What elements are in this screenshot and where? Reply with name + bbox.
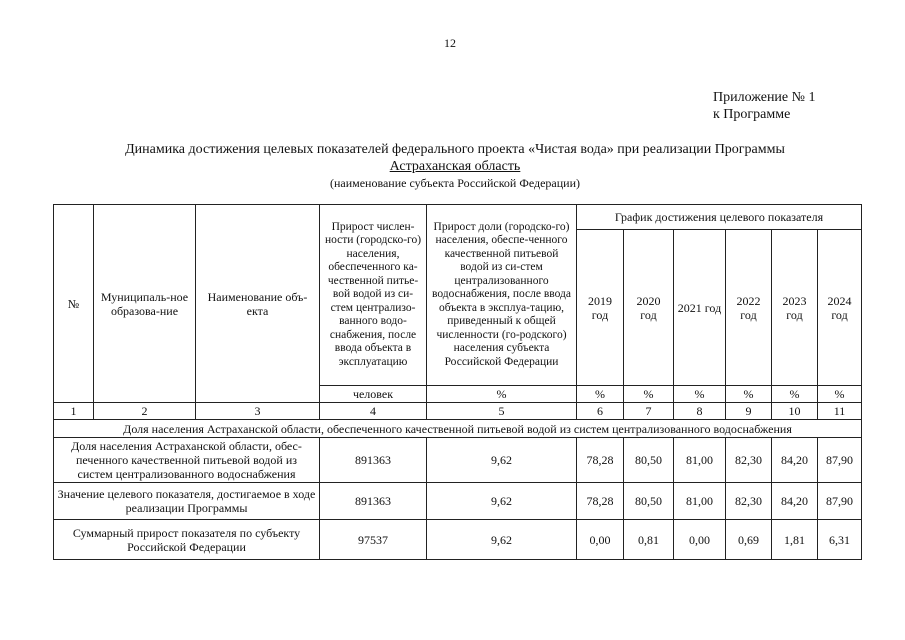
row-value-2019: 78,28 [577,438,624,483]
row-value-2022: 0,69 [726,520,772,560]
row-value-2021: 81,00 [674,438,726,483]
header-share-growth: Прирост доли (городско-го) населения, обеспе-ченного качественной питьевой водой из си-стем централизованного водоснабжения, после ввода объекта в эксплуа-тацию, приведенный к общей численности (го-родского) населения субъекта Российской Федерации [427,205,577,386]
row-share: 9,62 [427,483,577,520]
header-schedule: График достижения целевого показателя [577,205,862,230]
row-value-2024: 87,90 [818,438,862,483]
row-value-2023: 84,20 [772,438,818,483]
table-row [54,520,862,560]
appendix-note [713,89,816,123]
row-population: 891363 [320,438,427,483]
row-value-2019: 78,28 [577,483,624,520]
unit-year-2024: % [818,386,862,403]
row-value-2022: 82,30 [726,438,772,483]
row-population: 891363 [320,483,427,520]
row-value-2021: 81,00 [674,483,726,520]
column-number: 2 [94,403,196,420]
row-population: 97537 [320,520,427,560]
document-title [60,141,850,192]
row-share: 9,62 [427,438,577,483]
header-year-2024: 2024 год [818,230,862,386]
header-year-2019: 2019 год [577,230,624,386]
unit-percent: % [427,386,577,403]
header-object-name: Наименование объ-екта [196,205,320,403]
row-value-2020: 0,81 [624,520,674,560]
appendix-line-1: Приложение № 1 [713,90,816,105]
column-number: 4 [320,403,427,420]
row-value-2024: 6,31 [818,520,862,560]
header-num: № [54,205,94,403]
header-population-growth: Прирост числен-ности (городско-го) населения, обеспеченного ка-чественной питье-вой водой из си-стем централизо-ванного водо-снабжения, после ввода объекта в эксплуатацию [320,205,427,386]
column-number: 8 [674,403,726,420]
header-year-2022: 2022 год [726,230,772,386]
column-number: 6 [577,403,624,420]
row-value-2023: 84,20 [772,483,818,520]
unit-year-2019: % [577,386,624,403]
unit-year-2022: % [726,386,772,403]
row-value-2021: 0,00 [674,520,726,560]
header-year-2023: 2023 год [772,230,818,386]
unit-year-2023: % [772,386,818,403]
unit-people: человек [320,386,427,403]
row-value-2020: 80,50 [624,438,674,483]
region-caption: (наименование субъекта Российской Федерации) [329,176,581,190]
page-number: 12 [444,36,456,50]
title-line: Динамика достижения целевых показателей федерального проекта «Чистая вода» при реализации Программы [125,142,785,157]
header-year-2021: 2021 год [674,230,726,386]
unit-year-2020: % [624,386,674,403]
header-municipality: Муниципаль-ное образова-ние [94,205,196,403]
region-name: Астраханская область [389,159,521,174]
row-value-2019: 0,00 [577,520,624,560]
column-number: 1 [54,403,94,420]
column-number: 5 [427,403,577,420]
row-value-2023: 1,81 [772,520,818,560]
table-row [54,438,862,483]
appendix-line-2: к Программе [713,107,791,122]
column-numbers-row [54,403,862,420]
column-number: 10 [772,403,818,420]
table-row [54,483,862,520]
row-share: 9,62 [427,520,577,560]
row-value-2022: 82,30 [726,483,772,520]
row-label: Доля населения Астраханской области, обес-печенного качественной питьевой водой из систем централизованного водоснабжения [54,438,320,483]
indicators-table [53,204,862,560]
column-number: 11 [818,403,862,420]
unit-year-2021: % [674,386,726,403]
row-label: Суммарный прирост показателя по субъекту Российской Федерации [54,520,320,560]
row-label: Значение целевого показателя, достигаемое в ходе реализации Программы [54,483,320,520]
header-year-2020: 2020 год [624,230,674,386]
column-number: 7 [624,403,674,420]
column-number: 3 [196,403,320,420]
column-number: 9 [726,403,772,420]
row-value-2024: 87,90 [818,483,862,520]
section-title: Доля населения Астраханской области, обеспеченного качественной питьевой водой из систем централизованного водоснабжения [54,420,862,438]
row-value-2020: 80,50 [624,483,674,520]
